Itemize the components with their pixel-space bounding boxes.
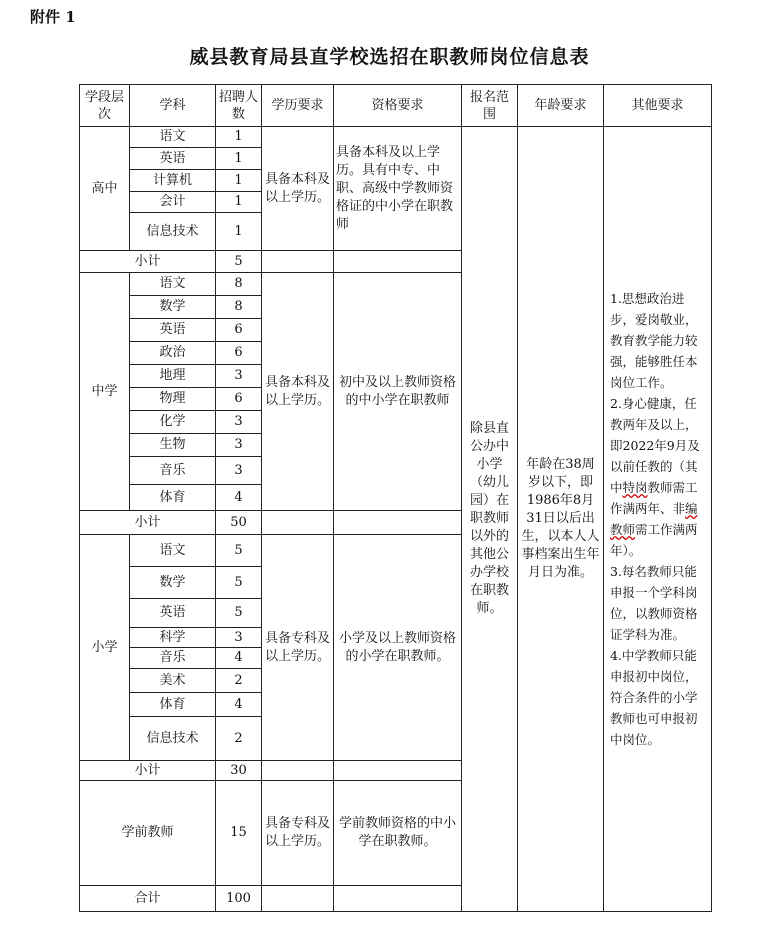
scope-cell: 除县直公办中小学（幼儿园）在职教师以外的其他公办学校在职教师。 (462, 127, 518, 912)
count-cell: 1 (216, 127, 262, 148)
empty-cell (262, 886, 334, 912)
other-item-1: 1.思想政治进步，爱岗敬业，教育教学能力较强，能够胜任本岗位工作。 (610, 291, 698, 390)
table-body (80, 85, 712, 912)
subtotal-value: 50 (216, 511, 262, 535)
attachment-label: 附件 1 (30, 8, 76, 26)
count-cell: 5 (216, 535, 262, 567)
count-cell: 1 (216, 213, 262, 251)
subject-cell: 语文 (130, 127, 216, 148)
subject-cell: 科学 (130, 628, 216, 648)
subject-cell: 数学 (130, 567, 216, 599)
count-cell: 6 (216, 319, 262, 342)
subtotal-value: 5 (216, 251, 262, 273)
count-cell: 4 (216, 648, 262, 669)
other-requirements-cell (604, 127, 712, 912)
subject-cell: 体育 (130, 485, 216, 511)
empty-cell (334, 511, 462, 535)
empty-cell (334, 251, 462, 273)
col-header-scope: 报名范围 (462, 85, 518, 127)
subject-cell: 化学 (130, 411, 216, 434)
other-item-4: 4.中学教师只能申报初中岗位，符合条件的小学教师也可申报初中岗位。 (610, 648, 698, 747)
other-item-2-underlined-b: 编教师 (610, 501, 698, 537)
col-header-age: 年龄要求 (518, 85, 604, 127)
col-header-subject: 学科 (130, 85, 216, 127)
subject-cell: 信息技术 (130, 717, 216, 761)
subject-cell: 体育 (130, 693, 216, 717)
count-cell: 1 (216, 148, 262, 170)
subtotal-label: 小计 (80, 251, 216, 273)
other-item-3: 3.每名教师只能申报一个学科岗位，以教师资格证学科为准。 (610, 564, 698, 642)
education-cell-high: 具备本科及以上学历。 (262, 127, 334, 251)
other-item-2-underlined-a: 特岗 (622, 480, 648, 495)
count-cell: 1 (216, 192, 262, 213)
level-cell-primary: 小学 (80, 535, 130, 761)
count-cell: 5 (216, 599, 262, 628)
total-value: 100 (216, 886, 262, 912)
level-cell-middle: 中学 (80, 273, 130, 511)
empty-cell (262, 511, 334, 535)
count-cell: 2 (216, 669, 262, 693)
subject-cell: 英语 (130, 599, 216, 628)
count-cell: 3 (216, 457, 262, 485)
qualification-cell-primary: 小学及以上教师资格的小学在职教师。 (334, 535, 462, 761)
count-cell: 1 (216, 170, 262, 192)
subject-cell: 计算机 (130, 170, 216, 192)
subject-cell: 会计 (130, 192, 216, 213)
table-row (80, 127, 712, 148)
count-cell: 3 (216, 411, 262, 434)
subject-cell: 语文 (130, 273, 216, 296)
count-cell: 3 (216, 365, 262, 388)
subtotal-value: 30 (216, 761, 262, 781)
other-item-2 (610, 393, 705, 561)
count-cell: 5 (216, 567, 262, 599)
header-row (80, 85, 712, 127)
other-item-2-text-a: 2.身心健康，任教两年及以上，即2022年9月及以前任教的（其中 (610, 396, 700, 495)
count-cell: 15 (216, 781, 262, 886)
subject-cell: 音乐 (130, 457, 216, 485)
count-cell: 8 (216, 273, 262, 296)
subject-cell: 美术 (130, 669, 216, 693)
count-cell: 4 (216, 485, 262, 511)
education-cell-primary: 具备专科及以上学历。 (262, 535, 334, 761)
empty-cell (334, 761, 462, 781)
qualification-cell-high: 具备本科及以上学历。具有中专、中职、高级中学教师资格证的中小学在职教师 (334, 127, 462, 251)
count-cell: 3 (216, 434, 262, 457)
subject-cell: 生物 (130, 434, 216, 457)
col-header-education: 学历要求 (262, 85, 334, 127)
count-cell: 3 (216, 628, 262, 648)
other-item-2-text-c: 需工作满两年）。 (610, 522, 698, 558)
subject-cell: 信息技术 (130, 213, 216, 251)
count-cell: 8 (216, 296, 262, 319)
subject-cell: 音乐 (130, 648, 216, 669)
col-header-other: 其他要求 (604, 85, 712, 127)
count-cell: 6 (216, 388, 262, 411)
empty-cell (262, 251, 334, 273)
total-label: 合计 (80, 886, 216, 912)
subject-cell: 英语 (130, 148, 216, 170)
level-cell-high: 高中 (80, 127, 130, 251)
subject-cell: 语文 (130, 535, 216, 567)
subtotal-label: 小计 (80, 761, 216, 781)
subject-cell: 政治 (130, 342, 216, 365)
positions-table (79, 84, 712, 912)
subtotal-label: 小计 (80, 511, 216, 535)
age-cell: 年龄在38周岁以下，即1986年8月31日以后出生，以本人人事档案出生年月日为准。 (518, 127, 604, 912)
other-item-2-text-b: 教师需工作满两年、非 (610, 480, 698, 516)
count-cell: 6 (216, 342, 262, 365)
col-header-qualification: 资格要求 (334, 85, 462, 127)
subject-cell: 英语 (130, 319, 216, 342)
subject-cell: 地理 (130, 365, 216, 388)
preschool-label: 学前教师 (80, 781, 216, 886)
subject-cell: 数学 (130, 296, 216, 319)
empty-cell (334, 886, 462, 912)
qualification-cell-preschool: 学前教师资格的中小学在职教师。 (334, 781, 462, 886)
education-cell-middle: 具备本科及以上学历。 (262, 273, 334, 511)
qualification-cell-middle: 初中及以上教师资格的中小学在职教师 (334, 273, 462, 511)
subject-cell: 物理 (130, 388, 216, 411)
count-cell: 4 (216, 693, 262, 717)
col-header-level: 学段层次 (80, 85, 130, 127)
col-header-count: 招聘人数 (216, 85, 262, 127)
page-title: 威县教育局县直学校选招在职教师岗位信息表 (189, 46, 590, 68)
count-cell: 2 (216, 717, 262, 761)
empty-cell (262, 761, 334, 781)
education-cell-preschool: 具备专科及以上学历。 (262, 781, 334, 886)
